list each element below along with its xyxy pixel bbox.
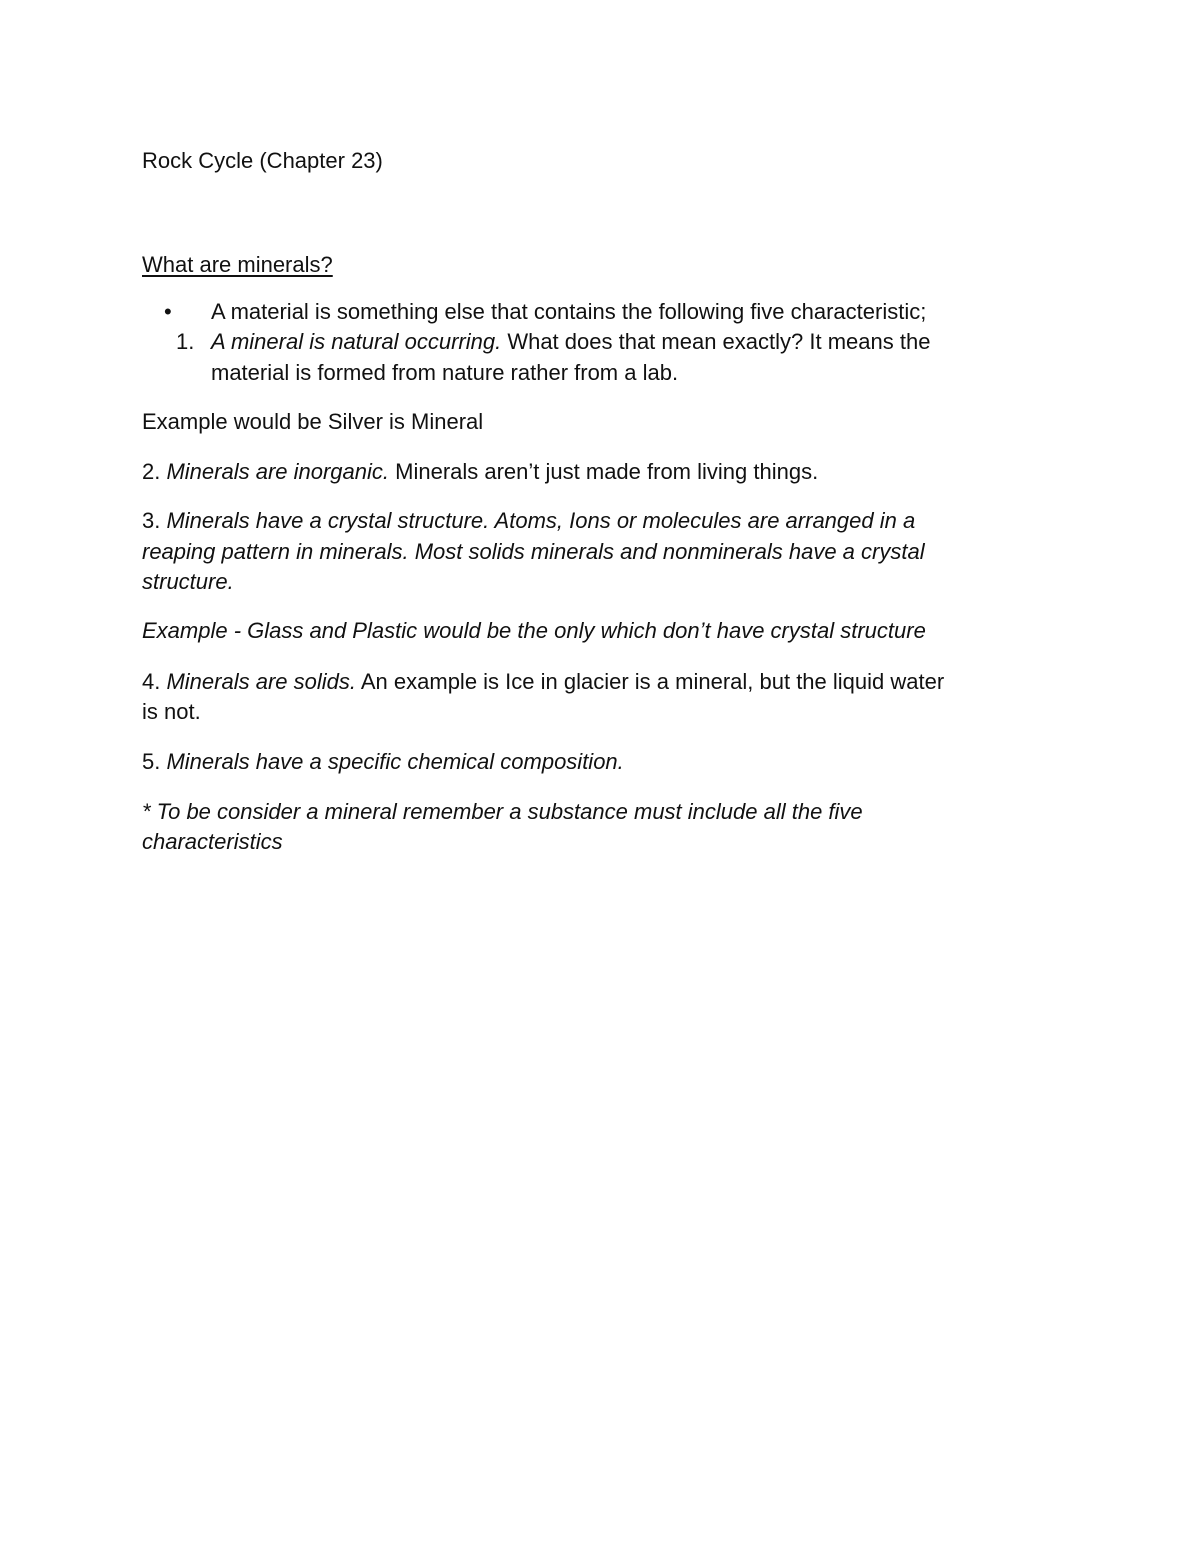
item-1-number: 1. [176,329,195,354]
note-line-1: * To be consider a mineral remember a substance must include all the five [142,799,863,824]
item-3-italic-1: Minerals have a crystal structure. Atoms, Ions or molecules are arranged in a [166,508,916,533]
item-2-italic: Minerals are inorganic. [166,459,390,484]
item-5-italic: Minerals have a specific chemical composition. [166,749,624,774]
item-4-line-1 [142,667,1072,697]
section-heading: What are minerals? [142,252,333,277]
item-4-italic: Minerals are solids. [166,669,356,694]
item-1-italic: A mineral is natural occurring. [211,329,502,354]
note-line-2: characteristics [142,829,283,854]
item-4-line-2: is not. [142,699,201,724]
item-2-rest: Minerals aren’t just made from living things. [389,459,819,484]
item-2 [142,457,1072,487]
item-1-rest: What does that mean exactly? It means the [501,329,931,354]
item-3-line-1 [142,506,1072,536]
item-1-line-2: material is formed from nature rather from a lab. [211,360,679,385]
item-2-number: 2. [142,459,167,484]
bullet-text: A material is something else that contains the following five characteristic; [211,299,927,324]
bullet-mark: • [164,299,172,324]
item-5 [142,747,1072,777]
example-glass-plastic: Example - Glass and Plastic would be the only which don’t have crystal structure [142,618,926,643]
document-title: Rock Cycle (Chapter 23) [142,148,383,173]
item-1-line-1 [211,327,930,357]
item-4-number: 4. [142,669,167,694]
example-silver: Example would be Silver is Mineral [142,409,484,434]
item-3-line-3: structure. [142,569,234,594]
item-4-rest: An example is Ice in glacier is a mineral, but the liquid water [355,669,945,694]
item-5-number: 5. [142,749,167,774]
item-3-line-2: reaping pattern in minerals. Most solids minerals and nonminerals have a crystal [142,539,925,564]
item-3-number: 3. [142,508,167,533]
